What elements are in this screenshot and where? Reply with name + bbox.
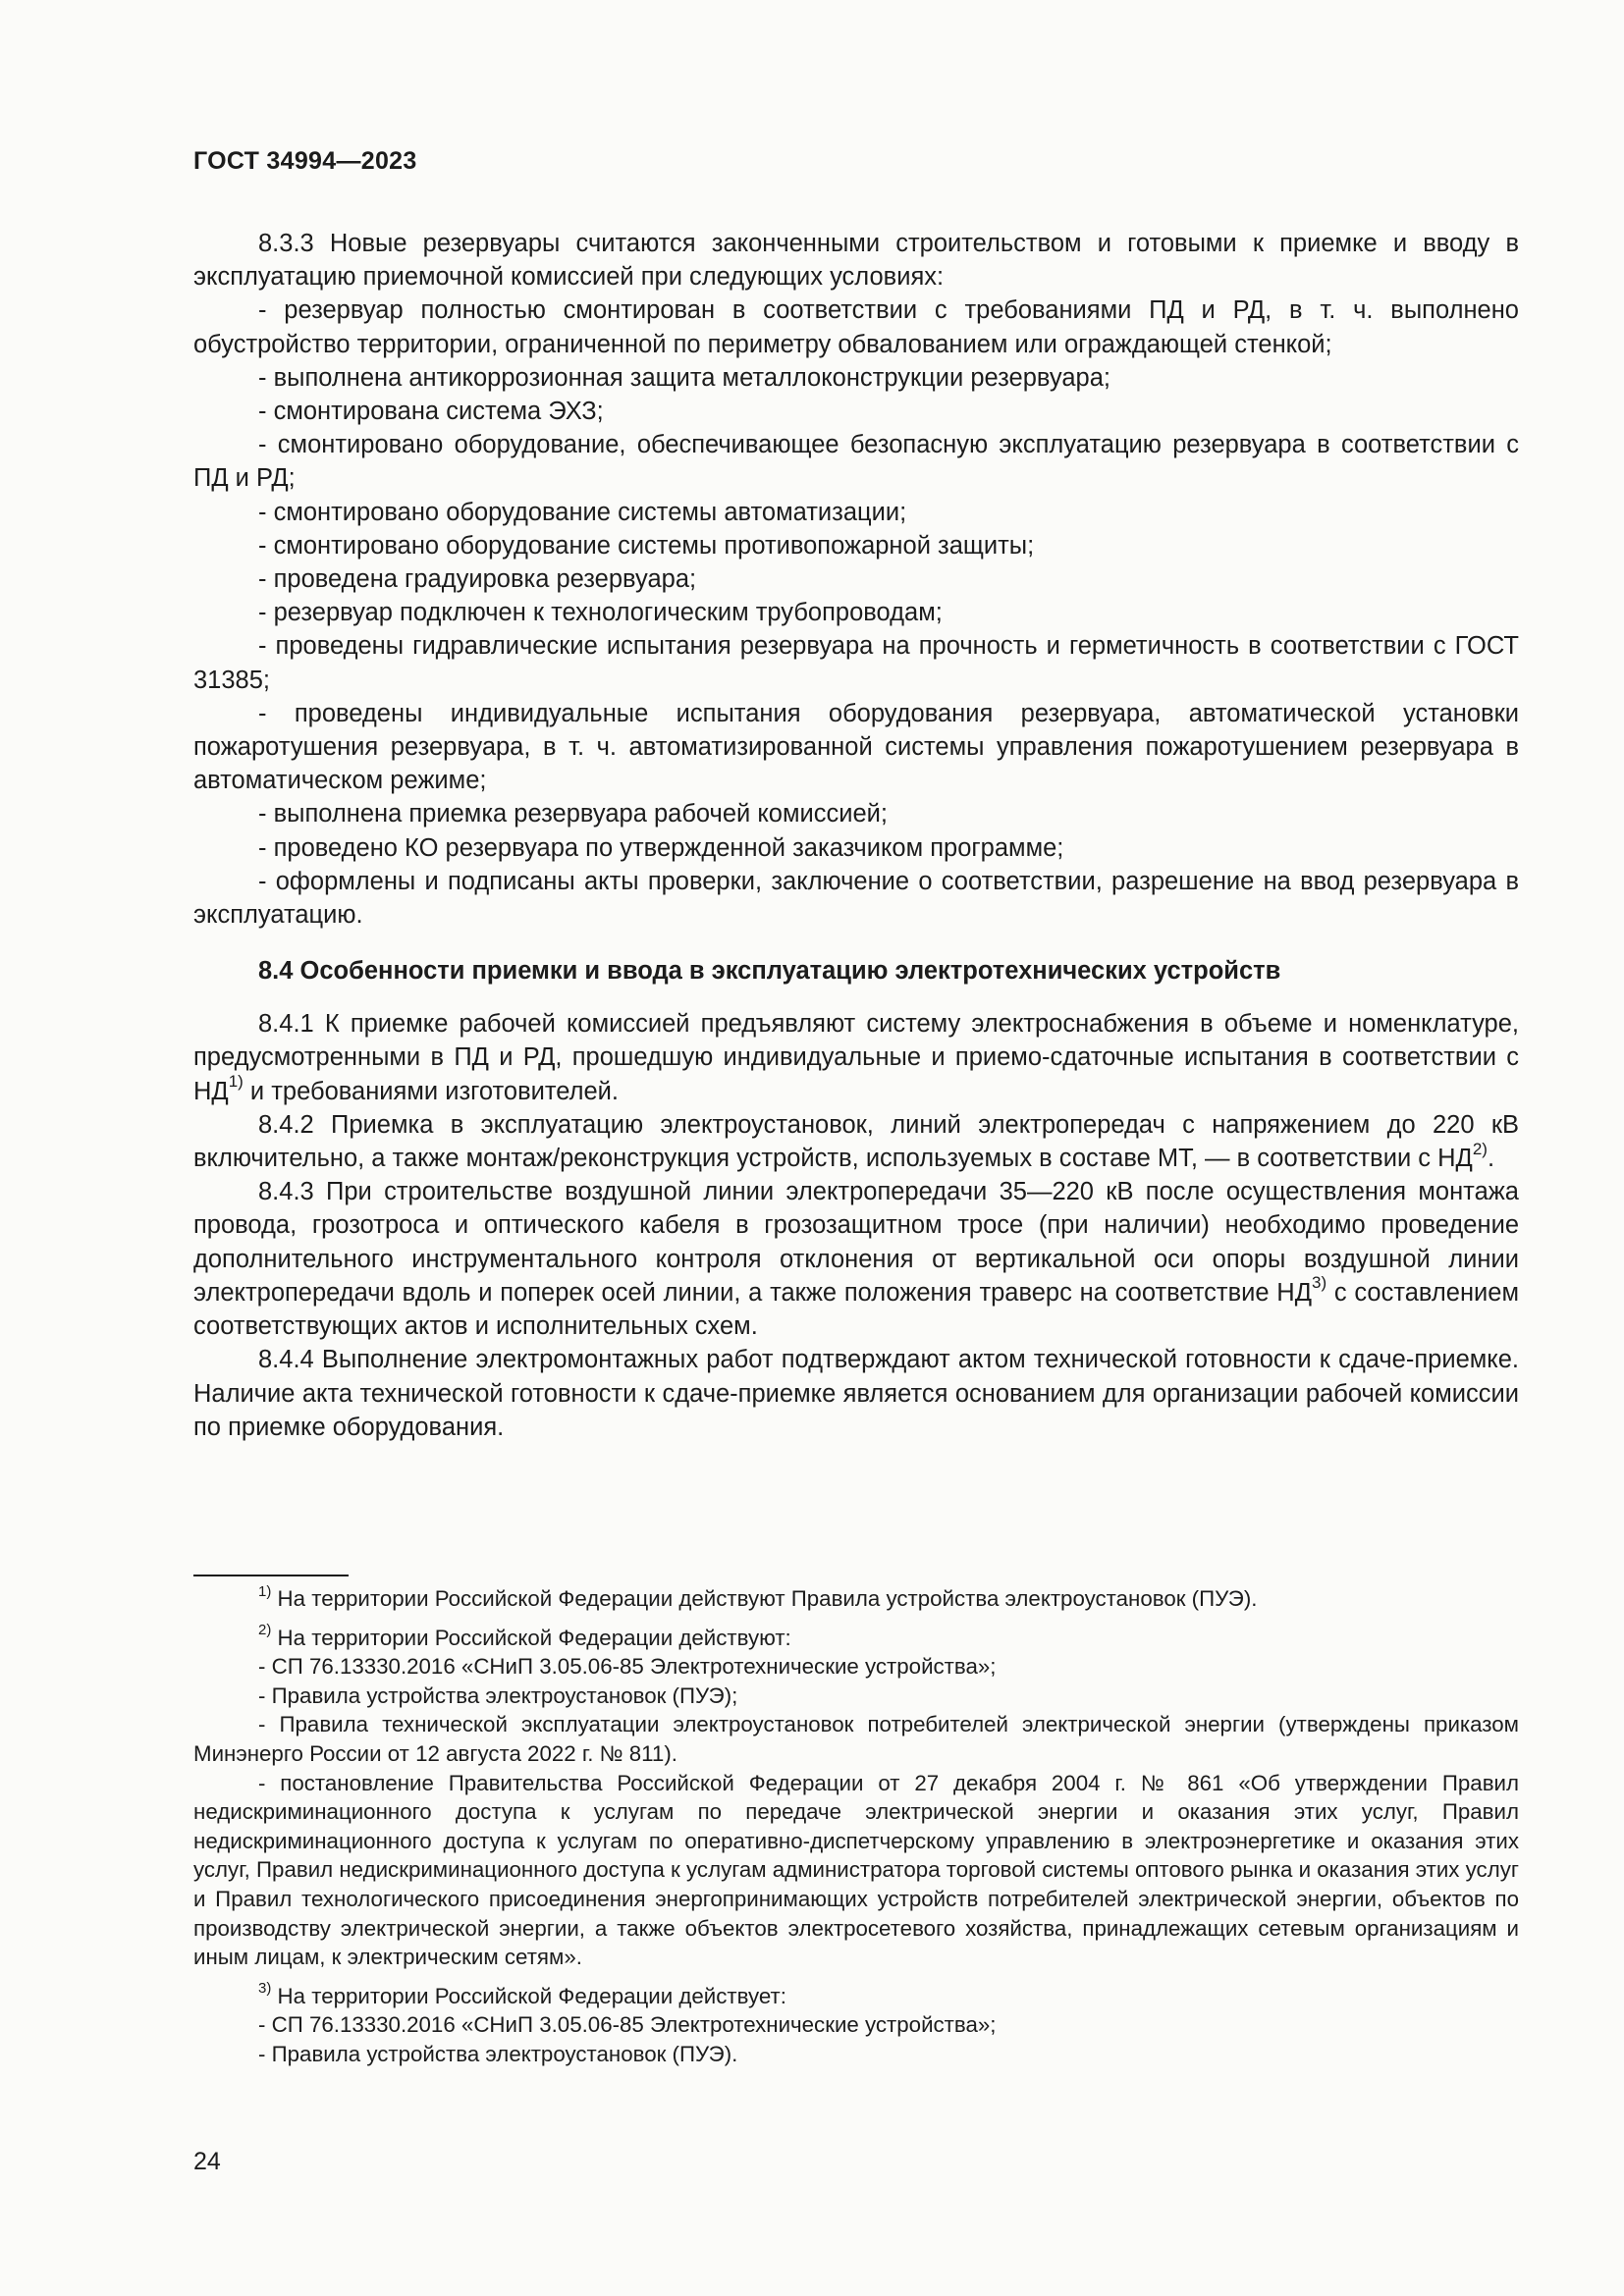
list-item: - оформлены и подписаны акты проверки, заключение о соответствии, разрешение на ввод резервуара в эксплуатацию. [193, 867, 1519, 930]
paragraph-text: . [1487, 1145, 1495, 1173]
main-text [193, 227, 1519, 1444]
list-item: - выполнена приемка резервуара рабочей комиссией; [258, 800, 888, 828]
list-item: - проведены индивидуальные испытания оборудования резервуара, автоматической установки пожаротушения резервуара, в т. ч. автоматизированной системы управления пожаротушением резервуара в автоматическом режиме; [193, 699, 1519, 795]
paragraph-text: с составлением соответствующих актов и исполнительных схем. [193, 1278, 1519, 1341]
paragraph-text: и требованиями изготовителей. [243, 1077, 619, 1105]
paragraph-8-4-1 [193, 1007, 1519, 1108]
footnote-ref-1: 1) [228, 1072, 244, 1092]
footnote-ref-2: 2) [1472, 1139, 1488, 1158]
footnote-2 [193, 1624, 1519, 1653]
list-item: - проведено КО резервуара по утвержденной заказчиком программе; [258, 833, 1064, 862]
paragraph-8-4-2 [193, 1108, 1519, 1175]
footnote-ref-3: 3) [1312, 1273, 1327, 1293]
footnote-mark: 1) [258, 1582, 272, 1600]
footnotes [193, 1584, 1519, 2069]
paragraph-8-3-3-intro: 8.3.3 Новые резервуары считаются законченными строительством и готовыми к приемке и вводу в эксплуатацию приемочной комиссией при следующих условиях: [193, 230, 1519, 292]
footnote-item: - СП 76.13330.2016 «СНиП 3.05.06-85 Электротехнические устройства»; [258, 2012, 997, 2038]
document-header: ГОСТ 34994—2023 [193, 147, 417, 175]
footnote-item: - СП 76.13330.2016 «СНиП 3.05.06-85 Электротехнические устройства»; [258, 1654, 997, 1680]
footnote-text: На территории Российской Федерации действуют Правила устройства электроустановок (ПУЭ). [271, 1586, 1258, 1611]
list-item: - резервуар полностью смонтирован в соответствии с требованиями ПД и РД, в т. ч. выполнено обустройство территории, ограниченной по периметру обвалованием или ограждающей стенкой; [193, 296, 1519, 358]
list-item: - проведена градуировка резервуара; [258, 565, 697, 594]
section-heading-8-4: 8.4 Особенности приемки и ввода в эксплуатацию электротехнических устройств [258, 957, 1281, 986]
footnote-3 [193, 1982, 1519, 2011]
footnote-item: - Правила устройства электроустановок (ПУЭ); [258, 1682, 738, 1708]
footnote-1 [193, 1584, 1519, 1614]
paragraph-8-4-3 [193, 1175, 1519, 1343]
list-item: - смонтировано оборудование системы противопожарной защиты; [258, 531, 1035, 560]
footnote-mark: 2) [258, 1622, 272, 1639]
footnote-mark: 3) [258, 1980, 272, 1998]
footnote-text: На территории Российской Федерации действуют: [271, 1625, 791, 1650]
footnote-text: На территории Российской Федерации действует: [271, 1983, 786, 2008]
list-item: - выполнена антикоррозионная защита металлоконструкции резервуара; [258, 363, 1110, 392]
list-item: - смонтировано оборудование, обеспечивающее безопасную эксплуатацию резервуара в соответствии с ПД и РД; [193, 431, 1519, 493]
footnote-item: - постановление Правительства Российской Федерации от 27 декабря 2004 г. № 861 «Об утверждении Правил недискриминационного доступа к услугам по передаче электрической энергии и оказания этих услуг, Правил недискриминационного доступа к услугам по оперативно-диспетчерскому управлению в электроэнергетике и оказания этих услуг, Правил недискриминационного доступа к услугам администратора торговой системы оптового рынка и оказания этих услуг и Правил технологического присоединения энергопринимающих устройств потребителей электрической энергии, объектов по производству электрической энергии, а также объектов электросетевого хозяйства, принадлежащих сетевым организациям и иным лицам, к электрическим сетям». [193, 1770, 1519, 1970]
list-item: - резервуар подключен к технологическим трубопроводам; [258, 599, 943, 627]
paragraph-text: 8.4.3 При строительстве воздушной линии электропередачи 35—220 кВ после осуществления монтажа провода, грозотроса и оптического кабеля в грозозащитном тросе (при наличии) необходимо проведение дополнительного инструментального контроля отклонения от вертикальной оси опоры воздушной линии электропередачи вдоль и поперек осей линии, а также положения траверс на соответствие НД [193, 1178, 1519, 1307]
paragraph-text: 8.4.2 Приемка в эксплуатацию электроустановок, линий электропередач с напряжением до 220 кВ включительно, а также монтаж/реконструкция устройств, используемых в составе МТ, — в соответствии с НД [193, 1110, 1519, 1173]
list-item: - смонтировано оборудование системы автоматизации; [258, 498, 907, 526]
paragraph-8-4-4: 8.4.4 Выполнение электромонтажных работ подтверждают актом технической готовности к сдаче-приемке. Наличие акта технической готовности к сдаче-приемке является основанием для организации рабочей комиссии по приемке оборудования. [193, 1346, 1519, 1441]
list-item: - проведены гидравлические испытания резервуара на прочность и герметичность в соответствии с ГОСТ 31385; [193, 632, 1519, 694]
page-number: 24 [193, 2148, 221, 2175]
footnote-item: - Правила технической эксплуатации электроустановок потребителей электрической энергии (утверждены приказом Минэнерго России от 12 августа 2022 г. № 811). [193, 1712, 1519, 1766]
list-item: - смонтирована система ЭХЗ; [258, 398, 604, 426]
paragraph-text: 8.4.1 К приемке рабочей комиссией предъявляют систему электроснабжения в объеме и номенклатуре, предусмотренными в ПД и РД, прошедшую индивидуальные и приемо-сдаточные испытания в соответствии с НД [193, 1010, 1519, 1105]
footnote-item: - Правила устройства электроустановок (ПУЭ). [258, 2041, 738, 2066]
footnote-divider [193, 1575, 349, 1576]
